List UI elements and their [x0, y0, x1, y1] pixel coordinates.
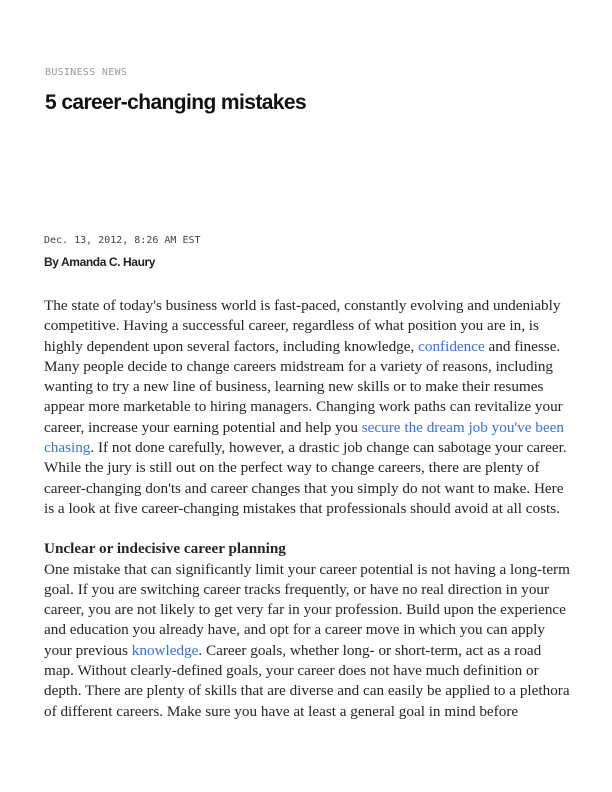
knowledge-link[interactable]: knowledge [131, 641, 199, 659]
publish-date: Dec. 13, 2012, 8:26 AM EST [44, 235, 201, 246]
text: and finesse. Many people decide to change careers midstream for a variety of reasons, including wanting to try a new line of business, learning new skills or to make their resumes appear more marketable to hiring managers. Changing work paths can revitalize your career, increase your earning potential and help you [44, 337, 563, 436]
text: . Career goals, whether long- or short-term, act as a road map. Without clearly-defined goals, your career does not have much definition or depth. There are plenty of skills that are diverse and can easily be applied to a plethora of different careers. Make sure you have at least a general goal in mind before [44, 641, 570, 720]
article-body [44, 296, 574, 742]
page-title: 5 career-changing mistakes [45, 91, 307, 114]
confidence-link[interactable]: confidence [418, 337, 485, 355]
section-heading: Unclear or indecisive career planning [44, 540, 286, 558]
section-paragraph [44, 560, 574, 722]
byline: By Amanda C. Haury [44, 255, 156, 269]
text: One mistake that can significantly limit your career potential is not having a long-term goal. If you are switching career tracks frequently, or have no real direction in your career, you are not likely to get very far in your profession. Build upon the experience and education you already have, and opt for a career move in which you can apply your previous [44, 560, 570, 659]
dream-job-link[interactable]: secure the dream job you've been chasing [44, 418, 564, 457]
kicker: BUSINESS NEWS [45, 67, 128, 78]
text: The state of today's business world is fast-paced, constantly evolving and undeniably competitive. Having a successful career, regardless of what position you are in, is highly dependent upon several factors, including knowledge, [44, 297, 561, 355]
text: . If not done carefully, however, a drastic job change can sabotage your career. While the jury is still out on the perfect way to change careers, there are plenty of career-changing don'ts and career changes that you simply do not want to make. Here is a look at five career-changing mistakes that professionals should avoid at all costs. [44, 439, 567, 517]
intro-paragraph [44, 296, 574, 519]
